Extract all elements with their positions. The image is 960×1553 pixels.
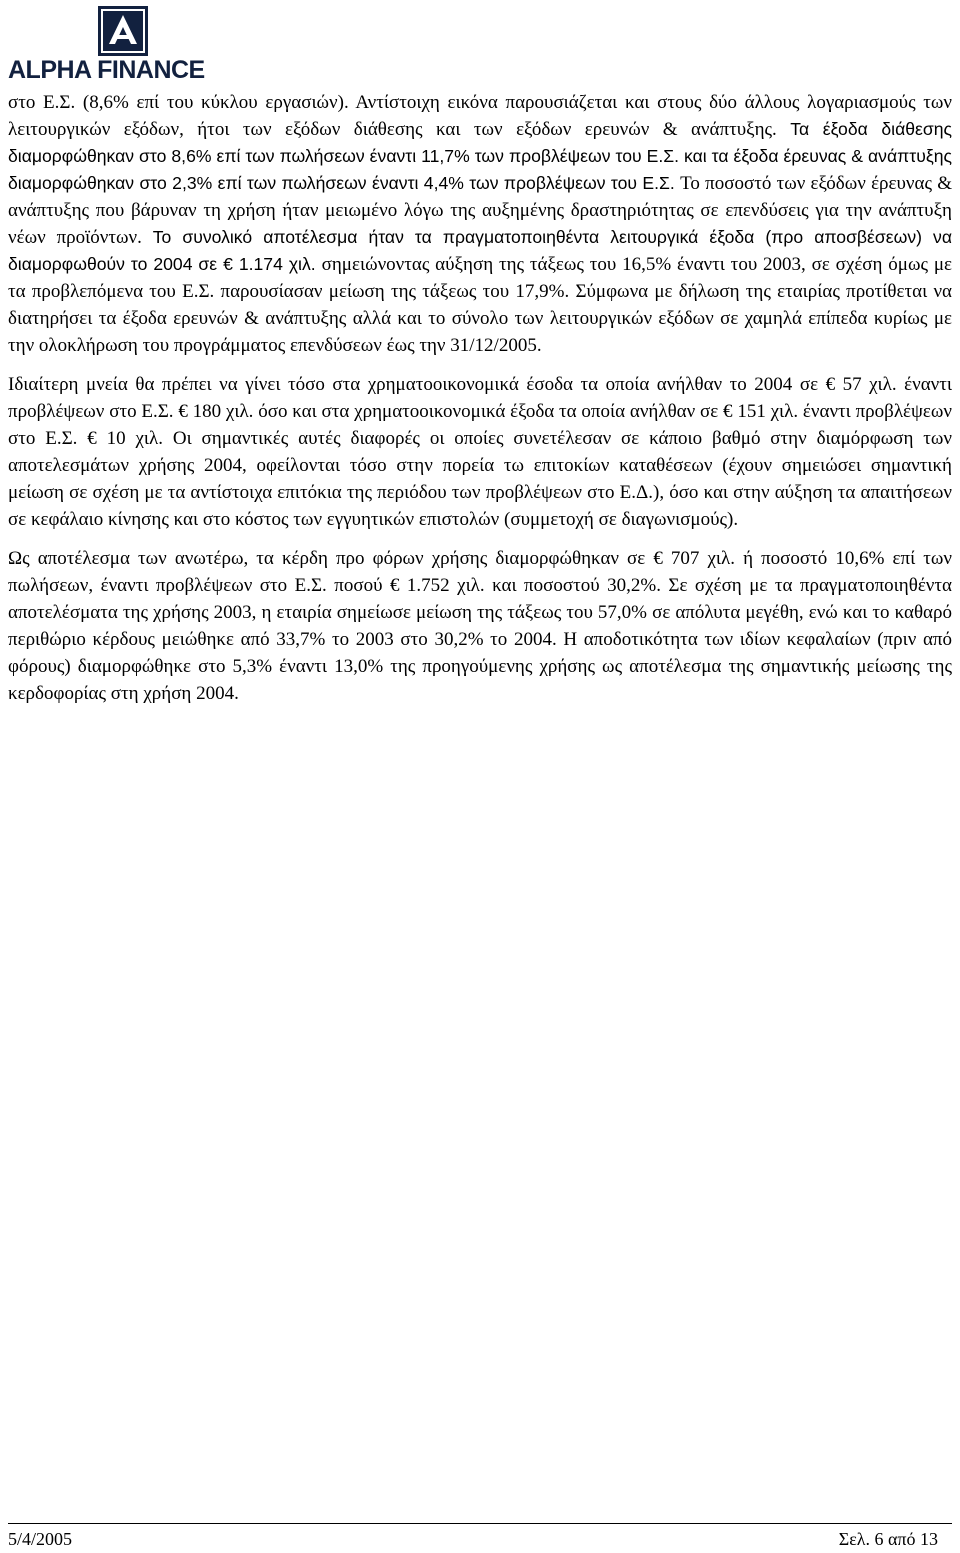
text-run: Το συνολικό αποτέλεσμα ήταν τα πραγματοποιηθέντα λειτουργικά έξοδα (προ αποσβέσεων) να διαμορφωθούν το 2004 σε € 1.174 χιλ. [8,227,952,274]
alpha-finance-logo-icon [98,6,148,56]
text-run: σημειώνοντας αύξηση της τάξεως του 16,5% έναντι του 2003, σε σχέση όμως με τα προβλεπόμενα του Ε.Σ. παρουσίασαν μείωση της τάξεως του 17,9%. Σύμφωνα με δήλωση της εταιρίας προτίθεται να διατηρήσει τα έξοδα ερευνών & ανάπτυξης αλλά και το σύνολο των λειτουργικών εξόδων σε χαμηλά επίπεδα κυρίως με την ολοκλήρωση του προγράμματος επενδύσεων έως την 31/12/2005. [8,254,953,356]
text-run: στο Ε.Σ. (8,6% επί του κύκλου εργασιών). Αντίστοιχη εικόνα παρουσιάζεται και στους δύο άλλους λογαριασμούς των λειτουργικών εξόδων, ήτοι των εξόδων διάθεσης και των εξόδων ερευνών & ανάπτυξης. [8,92,952,140]
brand-name: ALPHA FINANCE [8,56,205,84]
document-body [8,89,952,707]
paragraph-3: Ως αποτέλεσμα των ανωτέρω, τα κέρδη προ φόρων χρήσης διαμορφώθηκαν σε € 707 χιλ. ή ποσοστό 10,6% επί των πωλήσεων, έναντι προβλέψεων στο Ε.Σ. ποσού € 1.752 χιλ. και ποσοστού 30,2%. Σε σχέση με τα πραγματοποιηθέντα αποτελέσματα της χρήσης 2003, η εταιρία σημείωσε μείωση της τάξεως του 57,0% σε απόλυτα μεγέθη, ενώ και το καθαρό περιθώριο κέρδους μειώθηκε από 33,7% το 2003 στο 30,2% το 2004. Η αποδοτικότητα των ιδίων κεφαλαίων (πριν από φόρους) διαμορφώθηκε στο 5,3% έναντι 13,0% της προηγούμενης χρήσης ως αποτέλεσμα της σημαντικής μείωσης της κερδοφορίας στη χρήση 2004. [8,548,952,704]
paragraph-2: Ιδιαίτερη μνεία θα πρέπει να γίνει τόσο στα χρηματοοικονομικά έσοδα τα οποία ανήλθαν το 2004 σε € 57 χιλ. έναντι προβλέψεων στο Ε.Σ. € 180 χιλ. όσο και στα χρηματοοικονομικά έξοδα τα οποία ανήλθαν σε € 151 χιλ. έναντι προβλέψεων στο Ε.Σ. € 10 χιλ. Οι σημαντικές αυτές διαφορές οι οποίες συνετέλεσαν σε κάποιο βαθμό στην διαμόρφωση των αποτελεσμάτων χρήσης 2004, οφείλονται τόσο στην πορεία τω επιτοκίων καταθέσεων (έχουν σημειώσει σημαντική μείωση σε σχέση με τα αντίστοιχα επιτόκια της περιόδου των προβλέψεων στο Ε.Δ.), όσο και στην αύξηση τα απαιτήσεων σε κεφάλαιο κίνησης και στο κόστος των εγγυητικών επιστολών (συμμετοχή σε διαγωνισμούς). [8,374,952,530]
text-run: Τα έξοδα διάθεσης διαμορφώθηκαν στο 8,6% επί των πωλήσεων έναντι 11,7% των προβλέψεων του Ε.Σ. και τα έξοδα έρευνας & ανάπτυξης διαμορφώθηκαν στο 2,3% επί των πωλήσεων έναντι 4,4% των προβλέψεων του Ε.Σ. [8,119,952,193]
page-header [8,4,248,82]
text-run: Το ποσοστό των εξόδων έρευνας & ανάπτυξης που βάρυναν τη χρήση ήταν μειωμένο λόγω της αυξημένης δραστηριότητας σε επενδύσεις για την ανάπτυξη νέων προϊόντων. [8,173,953,248]
footer-divider [8,1523,952,1524]
page-number: Σελ. 6 από 13 [838,1529,938,1549]
paragraph-1 [8,89,952,359]
footer-date: 5/4/2005 [8,1529,73,1549]
